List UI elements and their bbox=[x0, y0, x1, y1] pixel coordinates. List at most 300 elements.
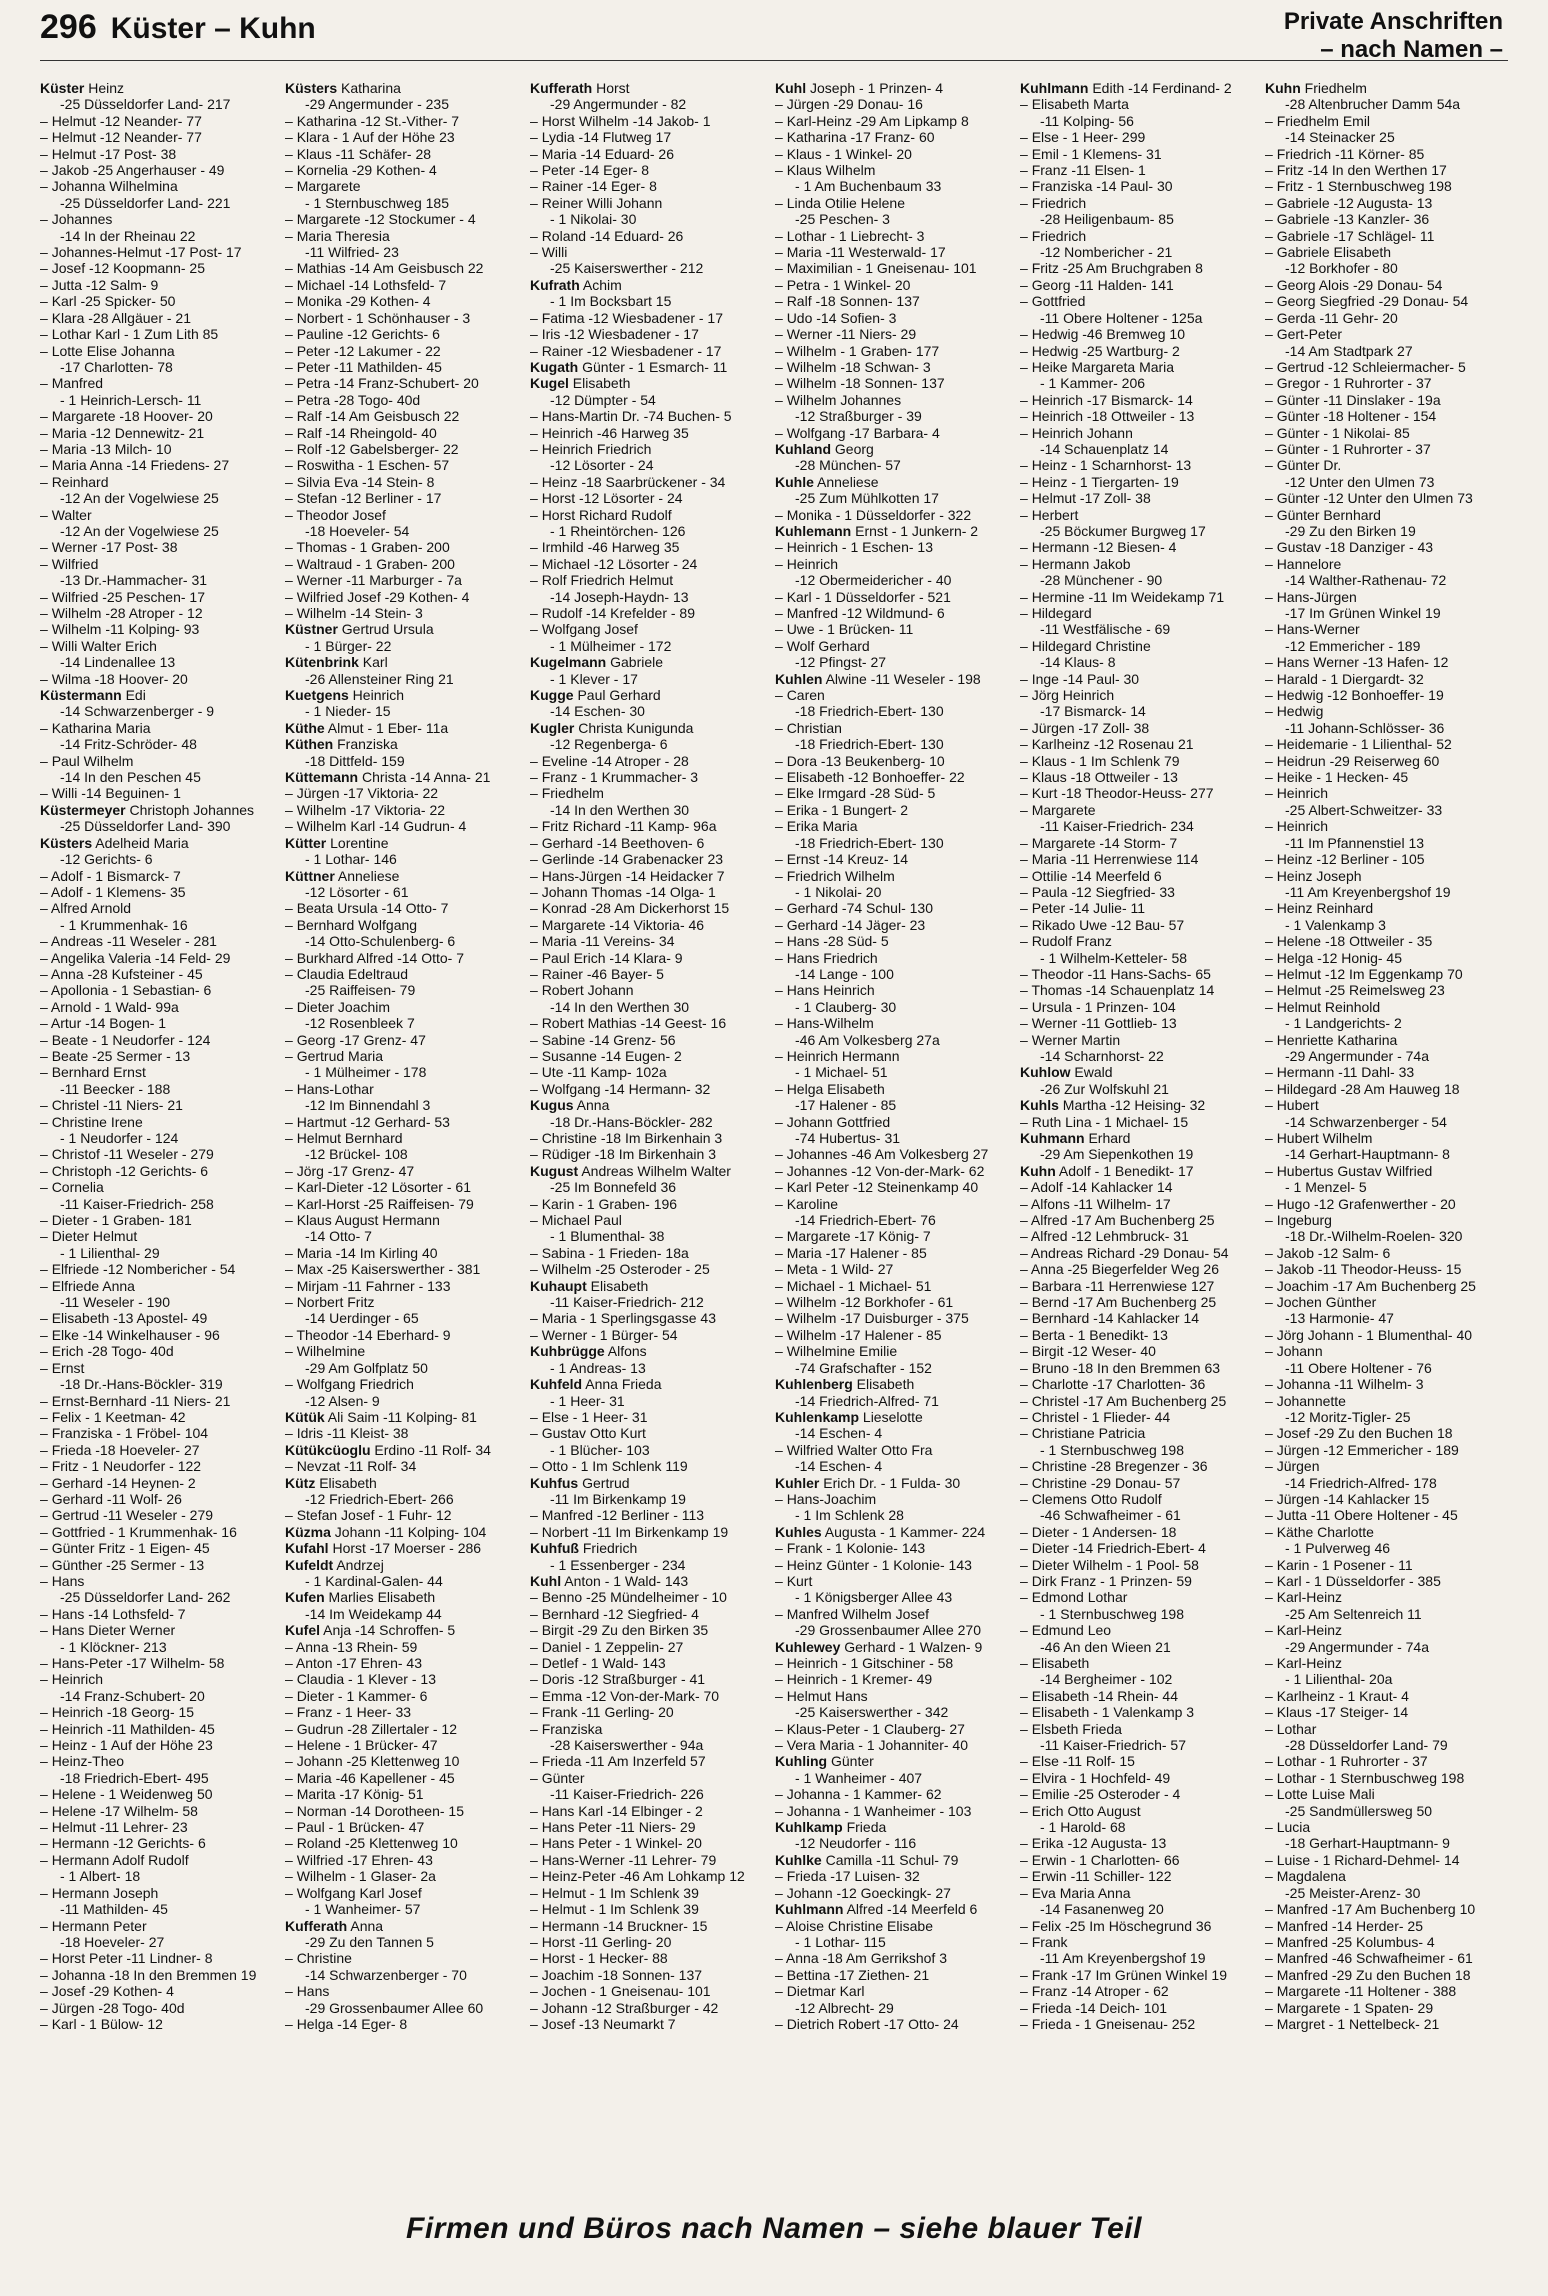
listing-entry-subname: – Ernst -14 Kreuz- 14 bbox=[775, 851, 1014, 867]
listing-entry-subname: – Ralf -18 Sonnen- 137 bbox=[775, 293, 1014, 309]
listing-entry-address: -14 Schwarzenberger - 70 bbox=[305, 1966, 467, 1983]
listing-entry-subname: – Kornelia -29 Kothen- 4 bbox=[285, 162, 524, 178]
listing-entry-subname: – Karlheinz - 1 Kraut- 4 bbox=[1265, 1688, 1504, 1704]
listing-entry-address: -12 Gerichts- 6 bbox=[60, 851, 153, 868]
listing-entry bbox=[285, 1622, 524, 1638]
listing-entry-subname: – Thomas -14 Schauenplatz 14 bbox=[1020, 982, 1259, 998]
listing-surname: Küstermann bbox=[40, 687, 122, 704]
listing-entry-subname: – Karl -25 Spicker- 50 bbox=[40, 293, 279, 309]
listing-entry-address: - 1 Wanheimer - 407 bbox=[795, 1769, 923, 1786]
listing-entry-address: - 1 Nikolai- 30 bbox=[550, 211, 637, 228]
listing-entry-subname: – Hermann -12 Biesen- 4 bbox=[1020, 539, 1259, 555]
listing-entry-subname: – Nevzat -11 Rolf- 34 bbox=[285, 1458, 524, 1474]
listing-entry-subname: – Christel - 1 Flieder- 44 bbox=[1020, 1409, 1259, 1425]
listing-entry-subname: – Benno -25 Mündelheimer - 10 bbox=[530, 1589, 769, 1605]
listing-entry-subname: – Fritz -14 In den Werthen 17 bbox=[1265, 162, 1504, 178]
listing-entry-detail: Franziska bbox=[333, 736, 398, 753]
listing-entry bbox=[775, 80, 1014, 96]
listing-entry-subname: – Jakob -11 Theodor-Heuss- 15 bbox=[1265, 1261, 1504, 1277]
listing-entry-subname: – Günter -11 Dinslaker - 19a bbox=[1265, 392, 1504, 408]
listing-surname: Kufferath bbox=[530, 80, 593, 96]
listing-entry-subname: – Franziska - 1 Fröbel- 104 bbox=[40, 1425, 279, 1441]
listing-entry bbox=[285, 1918, 524, 1934]
listing-entry-subname: – Dieter Helmut bbox=[40, 1228, 279, 1244]
listing-entry-address: - 1 Valenkamp 3 bbox=[1285, 916, 1386, 933]
listing-surname: Kuhle bbox=[775, 473, 814, 490]
listing-entry-subname: – Max -25 Kaiserswerther - 381 bbox=[285, 1261, 524, 1277]
listing-entry-subname: – Birgit -12 Weser- 40 bbox=[1020, 1343, 1259, 1359]
listing-entry-subname: – Horst Richard Rudolf bbox=[530, 507, 769, 523]
listing-entry-subname: – Karl-Heinz bbox=[1265, 1655, 1504, 1671]
listing-surname: Kugel bbox=[530, 375, 569, 392]
listing-entry-address: - 1 Michael- 51 bbox=[795, 1064, 888, 1081]
listing-entry-subname: – Margarete - 1 Spaten- 29 bbox=[1265, 2000, 1504, 2016]
listing-entry-subname: – Harald - 1 Diergardt- 32 bbox=[1265, 671, 1504, 687]
listing-entry-subname: – Heinrich -18 Ottweiler - 13 bbox=[1020, 408, 1259, 424]
listing-entry-subname: – Hans-Werner bbox=[1265, 621, 1504, 637]
listing-surname: Kuhlen bbox=[775, 670, 823, 687]
listing-entry-subname: – Gabriele -17 Schlägel- 11 bbox=[1265, 228, 1504, 244]
listing-entry bbox=[530, 1163, 769, 1179]
listing-entry-address: -12 Friedrich-Ebert- 266 bbox=[305, 1490, 454, 1507]
listing-entry-address: - 1 Lilienthal- 20a bbox=[1285, 1671, 1393, 1688]
listing-entry-detail: Horst bbox=[592, 80, 630, 96]
listing-entry-address: -14 Eschen- 30 bbox=[550, 703, 645, 720]
listing-entry-subname: – Georg Alois -29 Donau- 54 bbox=[1265, 277, 1504, 293]
listing-entry-subname: – Hedwig bbox=[1265, 703, 1504, 719]
listing-entry-subname: – Friedhelm bbox=[530, 785, 769, 801]
listing-entry-subname: – Hermann -12 Gerichts- 6 bbox=[40, 1835, 279, 1851]
listing-entry-address: -12 Albrecht- 29 bbox=[795, 1999, 894, 2016]
listing-entry-subname: – Emma -12 Von-der-Mark- 70 bbox=[530, 1688, 769, 1704]
listing-entry-subname: – Maria -13 Milch- 10 bbox=[40, 441, 279, 457]
listing-entry-subname: – Apollonia - 1 Sebastian- 6 bbox=[40, 982, 279, 998]
listing-entry-detail: Elisabeth bbox=[852, 1376, 915, 1393]
listing-entry bbox=[1020, 1097, 1259, 1113]
listing-entry-subname: – Horst - 1 Hecker- 88 bbox=[530, 1950, 769, 1966]
listing-entry bbox=[285, 835, 524, 851]
listing-entry bbox=[285, 1524, 524, 1540]
listing-entry-subname: – Werner -11 Marburger - 7a bbox=[285, 572, 524, 588]
listing-entry-subname: – Bernd -17 Am Buchenberg 25 bbox=[1020, 1294, 1259, 1310]
listing-entry-subname: – Jochen - 1 Gneisenau- 101 bbox=[530, 1983, 769, 1999]
listing-entry-subname: – Reiner Willi Johann bbox=[530, 195, 769, 211]
listing-entry-subname: – Manfred -29 Zu den Buchen 18 bbox=[1265, 1967, 1504, 1983]
listing-entry-subname: – Frieda - 1 Gneisenau- 252 bbox=[1020, 2016, 1259, 2032]
listing-entry-subname: – Frieda -18 Hoeveler- 27 bbox=[40, 1442, 279, 1458]
listing-entry-subname: – Willi Walter Erich bbox=[40, 638, 279, 654]
listing-entry-detail: Ali Saim -11 Kolping- 81 bbox=[324, 1408, 477, 1425]
listing-entry-subname: – Manfred Wilhelm Josef bbox=[775, 1606, 1014, 1622]
listing-entry-detail: Edith -14 Ferdinand- 2 bbox=[1088, 80, 1232, 96]
listing-entry bbox=[775, 1852, 1014, 1868]
listing-entry-address: - 1 Heinrich-Lersch- 11 bbox=[60, 391, 202, 408]
listing-entry-subname: – Hans -28 Süd- 5 bbox=[775, 933, 1014, 949]
listing-surname: Kuhler bbox=[775, 1474, 820, 1491]
listing-entry-subname: – Georg Siegfried -29 Donau- 54 bbox=[1265, 293, 1504, 309]
listing-entry-subname: – Waltraud - 1 Graben- 200 bbox=[285, 556, 524, 572]
listing-entry-subname: – Alfred -17 Am Buchenberg 25 bbox=[1020, 1212, 1259, 1228]
listing-entry-subname: – Wilhelmine bbox=[285, 1343, 524, 1359]
listing-entry-detail: Horst -17 Moerser - 286 bbox=[328, 1540, 482, 1557]
listing-entry-subname: – Wilfried bbox=[40, 556, 279, 572]
listing-entry-subname: – Gustav -18 Danziger - 43 bbox=[1265, 539, 1504, 555]
listing-surname: Kuhland bbox=[775, 440, 831, 457]
listing-entry-subname: – Hans Werner -13 Hafen- 12 bbox=[1265, 654, 1504, 670]
listing-entry-subname: – Edmund Leo bbox=[1020, 1622, 1259, 1638]
listing-entry-address: -14 Fritz-Schröder- 48 bbox=[60, 736, 197, 753]
listing-entry-subname: – Helmut - 1 Im Schlenk 39 bbox=[530, 1885, 769, 1901]
listing-entry-subname: – Manfred -12 Berliner - 113 bbox=[530, 1507, 769, 1523]
listing-entry-subname: – Hans Peter -11 Niers- 29 bbox=[530, 1819, 769, 1835]
listing-surname: Küstner bbox=[285, 621, 338, 638]
listing-entry-detail: Camilla -11 Schul- 79 bbox=[821, 1851, 959, 1868]
listing-entry-address: -14 Lindenallee 13 bbox=[60, 654, 176, 671]
listing-entry-subname: – Wilhelm -28 Atroper - 12 bbox=[40, 605, 279, 621]
listing-entry-address: -12 Straßburger - 39 bbox=[795, 408, 922, 425]
listing-entry-address: -11 Kaiser-Friedrich- 212 bbox=[550, 1294, 704, 1311]
listing-entry bbox=[285, 654, 524, 670]
listing-entry-subname: – Hans Peter - 1 Winkel- 20 bbox=[530, 1835, 769, 1851]
listing-entry-subname: – Karin - 1 Posener - 11 bbox=[1265, 1557, 1504, 1573]
listing-entry-subname: – Stefan Josef - 1 Fuhr- 12 bbox=[285, 1507, 524, 1523]
listing-entry-subname: – Georg -17 Grenz- 47 bbox=[285, 1032, 524, 1048]
listing-entry-subname: – Andreas -11 Weseler - 281 bbox=[40, 933, 279, 949]
listing-entry-address: -11 Kaiser-Friedrich- 57 bbox=[1040, 1737, 1187, 1754]
listing-entry-subname: – Michael Paul bbox=[530, 1212, 769, 1228]
listing-entry-subname: – Frieda -11 Am Inzerfeld 57 bbox=[530, 1753, 769, 1769]
listing-entry-address: -11 Mathilden- 45 bbox=[60, 1901, 168, 1918]
listing-entry-subname: – Helga -12 Honig- 45 bbox=[1265, 950, 1504, 966]
listing-entry-address: - 1 Nieder- 15 bbox=[305, 703, 391, 720]
listing-entry-subname: – Dieter -14 Friedrich-Ebert- 4 bbox=[1020, 1540, 1259, 1556]
listing-entry-subname: – Elfriede Anna bbox=[40, 1278, 279, 1294]
listing-entry-subname: – Stefan -12 Berliner - 17 bbox=[285, 490, 524, 506]
page-header-left bbox=[40, 8, 316, 47]
listing-entry-subname: – Andreas Richard -29 Donau- 54 bbox=[1020, 1245, 1259, 1261]
listing-entry-subname: – Wilhelm -11 Kolping- 93 bbox=[40, 621, 279, 637]
listing-entry-subname: – Helmut -25 Reimelsweg 23 bbox=[1265, 982, 1504, 998]
listing-entry-subname: – Adolf -14 Kahlacker 14 bbox=[1020, 1179, 1259, 1195]
listing-entry-subname: – Lucia bbox=[1265, 1819, 1504, 1835]
listing-entry-address: -17 Halener - 85 bbox=[795, 1097, 897, 1114]
listing-entry-subname: – Wilhelm - 1 Glaser- 2a bbox=[285, 1868, 524, 1884]
listing-entry-subname: – Wilma -18 Hoover- 20 bbox=[40, 671, 279, 687]
listing-entry-subname: – Heinrich -11 Mathilden- 45 bbox=[40, 1721, 279, 1737]
listing-surname: Kuhlenkamp bbox=[775, 1408, 860, 1425]
listing-entry-subname: – Lothar - 1 Ruhrorter - 37 bbox=[1265, 1753, 1504, 1769]
listing-entry-subname: – Monika -29 Kothen- 4 bbox=[285, 293, 524, 309]
listing-entry-subname: – Wilfried -17 Ehren- 43 bbox=[285, 1852, 524, 1868]
listing-entry bbox=[775, 1409, 1014, 1425]
listing-entry-subname: – Anna -18 Am Gerrikshof 3 bbox=[775, 1950, 1014, 1966]
listing-entry-detail: Gertrud Ursula bbox=[337, 621, 434, 638]
listing-entry-address: -14 Steinacker 25 bbox=[1285, 129, 1395, 146]
listing-entry-address: -13 Harmonie- 47 bbox=[1285, 1310, 1394, 1327]
listing-entry-detail: Andrzej bbox=[333, 1556, 384, 1573]
listing-entry-subname: – Hermann -11 Dahl- 33 bbox=[1265, 1064, 1504, 1080]
listing-surname: Kuhlke bbox=[775, 1851, 822, 1868]
listing-entry-subname: – Günther -25 Sermer - 13 bbox=[40, 1557, 279, 1573]
listing-entry-detail: Katharina bbox=[337, 80, 401, 96]
listing-surname: Kugath bbox=[530, 358, 579, 375]
listing-entry-subname: – Willi -14 Beguinen- 1 bbox=[40, 785, 279, 801]
listing-surname: Kuhaupt bbox=[530, 1277, 587, 1294]
listing-surname: Kuhls bbox=[1020, 1097, 1059, 1114]
listing-entry-address: - 1 Kammer- 206 bbox=[1040, 375, 1146, 392]
listing-entry-subname: – Josef -29 Zu den Buchen 18 bbox=[1265, 1425, 1504, 1441]
listing-entry bbox=[530, 720, 769, 736]
listing-entry-subname: – Heinrich Friedrich bbox=[530, 441, 769, 457]
listing-entry-address: -14 Friedrich-Alfred- 71 bbox=[795, 1392, 939, 1409]
listing-entry-subname: – Bernhard -14 Kahlacker 14 bbox=[1020, 1310, 1259, 1326]
listing-entry-subname: – Käthe Charlotte bbox=[1265, 1524, 1504, 1540]
listing-entry bbox=[530, 1278, 769, 1294]
listing-entry-subname: – Linda Otilie Helene bbox=[775, 195, 1014, 211]
listing-entry-address: -46 Am Volkesberg 27a bbox=[795, 1031, 940, 1048]
listing-entry-subname: – Bernhard Wolfgang bbox=[285, 917, 524, 933]
listing-entry-address: -28 Kaiserswerther - 94a bbox=[550, 1737, 704, 1754]
listing-entry-address: -28 Düsseldorfer Land- 79 bbox=[1285, 1737, 1448, 1754]
listing-entry-address: - 1 Albert- 18 bbox=[60, 1868, 141, 1885]
listing-entry bbox=[285, 1442, 524, 1458]
listing-entry-subname: – Fritz - 1 Neudorfer - 122 bbox=[40, 1458, 279, 1474]
listing-surname: Küthe bbox=[285, 719, 325, 736]
listing-entry-subname: – Heinz Reinhard bbox=[1265, 900, 1504, 916]
listing-entry bbox=[1265, 80, 1504, 96]
listing-entry bbox=[285, 1557, 524, 1573]
listing-surname: Kuhl bbox=[530, 1572, 562, 1589]
listing-entry-subname: – Margarete -17 König- 7 bbox=[775, 1228, 1014, 1244]
listing-entry bbox=[285, 736, 524, 752]
listing-entry-subname: – Karlheinz -12 Rosenau 21 bbox=[1020, 736, 1259, 752]
listing-entry-subname: – Frank - 1 Kolonie- 143 bbox=[775, 1540, 1014, 1556]
listing-entry-address: - 1 Menzel- 5 bbox=[1285, 1179, 1367, 1196]
listing-entry-address: -11 Obere Holtener - 76 bbox=[1285, 1359, 1432, 1376]
listing-entry-address: -14 Scharnhorst- 22 bbox=[1040, 1047, 1164, 1064]
listing-column bbox=[285, 80, 530, 2200]
listing-entry-subname: – Günter Dr. bbox=[1265, 457, 1504, 473]
listing-entry-subname: – Gerlinde -14 Grabenacker 23 bbox=[530, 851, 769, 867]
listing-entry-subname: – Wilfried Walter Otto Fra bbox=[775, 1442, 1014, 1458]
listing-entry bbox=[285, 868, 524, 884]
listing-entry-subname: – Ottilie -14 Meerfeld 6 bbox=[1020, 868, 1259, 884]
listing-entry-address: -17 Bismarck- 14 bbox=[1040, 703, 1146, 720]
listing-entry-subname: – Christoph -12 Gerichts- 6 bbox=[40, 1163, 279, 1179]
listing-entry-subname: – Heinz Joseph bbox=[1265, 868, 1504, 884]
listing-entry-subname: – Hugo -12 Grafenwerther - 20 bbox=[1265, 1196, 1504, 1212]
listing-entry-detail: Johann -11 Kolping- 104 bbox=[330, 1523, 487, 1540]
listing-entry-subname: – Beate -25 Sermer - 13 bbox=[40, 1048, 279, 1064]
listing-entry-subname: – Heinrich - 1 Gitschiner - 58 bbox=[775, 1655, 1014, 1671]
listing-entry-subname: – Hildegard -28 Am Hauweg 18 bbox=[1265, 1081, 1504, 1097]
listing-entry-subname: – Margarete bbox=[1020, 802, 1259, 818]
listing-entry-subname: – Werner Martin bbox=[1020, 1032, 1259, 1048]
listing-entry-subname: – Helmut -12 Neander- 77 bbox=[40, 113, 279, 129]
listing-entry-subname: – Elke -14 Winkelhauser - 96 bbox=[40, 1327, 279, 1343]
listing-entry-subname: – Rolf Friedrich Helmut bbox=[530, 572, 769, 588]
listing-entry-detail: Edi bbox=[121, 687, 146, 704]
listing-entry-subname: – Gertrud -12 Schleiermacher- 5 bbox=[1265, 359, 1504, 375]
listing-entry-subname: – Günter - 1 Ruhrorter - 37 bbox=[1265, 441, 1504, 457]
listing-entry-subname: – Jürgen -14 Kahlacker 15 bbox=[1265, 1491, 1504, 1507]
listing-entry-subname: – Christof -11 Weseler - 279 bbox=[40, 1146, 279, 1162]
listing-entry-subname: – Hermine -11 Im Weidekamp 71 bbox=[1020, 589, 1259, 605]
listing-entry-address: -14 In den Werthen 30 bbox=[550, 801, 690, 818]
listing-entry-subname: – Karl-Heinz bbox=[1265, 1589, 1504, 1605]
listing-entry bbox=[530, 1097, 769, 1113]
listing-entry-subname: – Christiane Patricia bbox=[1020, 1425, 1259, 1441]
listing-entry-subname: – Doris -12 Straßburger - 41 bbox=[530, 1671, 769, 1687]
listing-entry-subname: – Werner -11 Gottlieb- 13 bbox=[1020, 1015, 1259, 1031]
listing-entry-subname: – Josef -29 Kothen- 4 bbox=[40, 1983, 279, 1999]
listing-surname: Kuhlow bbox=[1020, 1064, 1071, 1081]
listing-entry-subname: – Arnold - 1 Wald- 99a bbox=[40, 999, 279, 1015]
listing-entry-address: -25 Am Seltenreich 11 bbox=[1285, 1605, 1422, 1622]
listing-entry-subname: – Elfriede -12 Nombericher - 54 bbox=[40, 1261, 279, 1277]
listing-entry-address: -11 Westfälische - 69 bbox=[1040, 621, 1171, 638]
listing-entry-detail: Alfons bbox=[604, 1343, 647, 1360]
listing-entry-subname: – Felix -25 Im Höschegrund 36 bbox=[1020, 1918, 1259, 1934]
page-number: 296 bbox=[40, 8, 97, 46]
listing-entry-subname: – Wilhelm -17 Viktoria- 22 bbox=[285, 802, 524, 818]
listing-entry bbox=[775, 441, 1014, 457]
listing-entry-subname: – Helene -17 Wilhelm- 58 bbox=[40, 1803, 279, 1819]
listing-entry-subname: – Maria -12 Dennewitz- 21 bbox=[40, 425, 279, 441]
listing-entry-detail: Anneliese bbox=[334, 867, 400, 884]
listing-column bbox=[1020, 80, 1265, 2200]
listing-entry-subname: – Karl - 1 Düsseldorfer - 521 bbox=[775, 589, 1014, 605]
listing-entry-subname: – Gabriele -12 Augusta- 13 bbox=[1265, 195, 1504, 211]
listing-entry-subname: – Heinrich -18 Georg- 15 bbox=[40, 1704, 279, 1720]
listing-entry-subname: – Karl-Dieter -12 Lösorter - 61 bbox=[285, 1179, 524, 1195]
listing-entry-address: - 1 Im Schlenk 28 bbox=[795, 1507, 904, 1524]
listing-entry-address: -14 Otto-Schulenberg- 6 bbox=[305, 933, 456, 950]
listing-entry-subname: – Heinrich bbox=[40, 1671, 279, 1687]
listing-entry bbox=[285, 1409, 524, 1425]
listing-entry-subname: – Edmond Lothar bbox=[1020, 1589, 1259, 1605]
listing-entry bbox=[775, 1376, 1014, 1392]
listing-entry-subname: – Wilhelm -14 Stein- 3 bbox=[285, 605, 524, 621]
listing-surname: Kuhlewey bbox=[775, 1638, 841, 1655]
listing-entry-subname: – Maria Theresia bbox=[285, 228, 524, 244]
listing-entry-subname: – Hans-Joachim bbox=[775, 1491, 1014, 1507]
listing-entry-subname: – Franz - 1 Heer- 33 bbox=[285, 1704, 524, 1720]
listing-entry-address: -14 Schauenplatz 14 bbox=[1040, 440, 1169, 457]
listing-entry-detail: Gabriele bbox=[606, 654, 664, 671]
listing-entry-address: -12 An der Vogelwiese 25 bbox=[60, 490, 219, 507]
listing-entry-subname: – Hans-Wilhelm bbox=[775, 1015, 1014, 1031]
listing-entry-subname: – Daniel - 1 Zeppelin- 27 bbox=[530, 1639, 769, 1655]
listing-entry-subname: – Maximilian - 1 Gneisenau- 101 bbox=[775, 260, 1014, 276]
listing-entry-subname: – Else - 1 Heer- 31 bbox=[530, 1409, 769, 1425]
listing-entry-subname: – Ralf -14 Am Geisbusch 22 bbox=[285, 408, 524, 424]
listing-entry-detail: Alwine -11 Weseler - 198 bbox=[822, 670, 981, 687]
listing-entry-address: -25 Zum Mühlkotten 17 bbox=[795, 490, 939, 507]
listing-entry-detail: Günter bbox=[827, 1753, 874, 1770]
listing-entry-subname: – Norman -14 Dorotheen- 15 bbox=[285, 1803, 524, 1819]
listing-entry-detail: Gerhard - 1 Walzen- 9 bbox=[840, 1638, 983, 1655]
listing-entry-address: -14 Franz-Schubert- 20 bbox=[60, 1687, 205, 1704]
listing-entry-subname: – Barbara -11 Herrenwiese 127 bbox=[1020, 1278, 1259, 1294]
listing-entry-subname: – Hubertus Gustav Wilfried bbox=[1265, 1163, 1504, 1179]
listing-entry-subname: – Maria -14 Im Kirling 40 bbox=[285, 1245, 524, 1261]
listing-entry-detail: Elisabeth bbox=[568, 375, 631, 392]
listing-entry-subname: – Wilhelm -17 Halener - 85 bbox=[775, 1327, 1014, 1343]
listing-entry-subname: – Heinz -18 Saarbrückener - 34 bbox=[530, 474, 769, 490]
listing-entry-subname: – Gerhard -74 Schul- 130 bbox=[775, 900, 1014, 916]
listing-entry-address: -14 Im Weidekamp 44 bbox=[305, 1605, 442, 1622]
listing-entry-subname: – Artur -14 Bogen- 1 bbox=[40, 1015, 279, 1031]
listing-entry-address: -28 Altenbrucher Damm 54a bbox=[1285, 96, 1461, 113]
listing-entry bbox=[775, 1475, 1014, 1491]
listing-entry-subname: – Elisabeth Marta bbox=[1020, 96, 1259, 112]
listing-surname: Kuhlmann bbox=[775, 1901, 844, 1918]
listing-entry-subname: – Erich Otto August bbox=[1020, 1803, 1259, 1819]
listing-entry-address: -11 Kaiser-Friedrich- 258 bbox=[60, 1195, 214, 1212]
listing-entry-subname: – Anton -17 Ehren- 43 bbox=[285, 1655, 524, 1671]
listing-entry-subname: – Hans bbox=[285, 1983, 524, 1999]
listing-entry-subname: – Helmut Reinhold bbox=[1265, 999, 1504, 1015]
listing-entry-subname: – Helmut -11 Lehrer- 23 bbox=[40, 1819, 279, 1835]
listing-entry-detail: Christa -14 Anna- 21 bbox=[358, 769, 491, 786]
listing-surname: Kufel bbox=[285, 1622, 320, 1639]
listing-entry-subname: – Jürgen bbox=[1265, 1458, 1504, 1474]
listing-entry-subname: – Heinz - 1 Scharnhorst- 13 bbox=[1020, 457, 1259, 473]
listing-entry-address: -29 Am Siepenkothen 19 bbox=[1040, 1146, 1194, 1163]
listing-entry-subname: – Hans-Peter -17 Wilhelm- 58 bbox=[40, 1655, 279, 1671]
listing-entry-subname: – Christine -29 Donau- 57 bbox=[1020, 1475, 1259, 1491]
listing-entry-subname: – Karoline bbox=[775, 1196, 1014, 1212]
listing-entry bbox=[775, 671, 1014, 687]
listing-entry-address: -14 Schwarzenberger - 54 bbox=[1285, 1113, 1447, 1130]
listing-entry-subname: – Ute -11 Kamp- 102a bbox=[530, 1064, 769, 1080]
listing-entry-detail: Andreas Wilhelm Walter bbox=[578, 1162, 731, 1179]
listing-entry-subname: – Wilfried -25 Peschen- 17 bbox=[40, 589, 279, 605]
listing-entry-subname: – Erich -28 Togo- 40d bbox=[40, 1343, 279, 1359]
listing-entry-subname: – Magdalena bbox=[1265, 1868, 1504, 1884]
listing-entry-subname: – Vera Maria - 1 Johanniter- 40 bbox=[775, 1737, 1014, 1753]
listing-entry-subname: – Bernhard Ernst bbox=[40, 1064, 279, 1080]
listing-entry-subname: – Paul Erich -14 Klara- 9 bbox=[530, 950, 769, 966]
listing-entry-address: -18 Friedrich-Ebert- 495 bbox=[60, 1769, 209, 1786]
listing-entry-address: -25 Kaiserswerther - 212 bbox=[550, 260, 704, 277]
listing-entry-subname: – Robert Johann bbox=[530, 982, 769, 998]
listing-entry-address: -25 Sandmüllersweg 50 bbox=[1285, 1802, 1433, 1819]
listing-entry-subname: – Sabine -14 Grenz- 56 bbox=[530, 1032, 769, 1048]
listing-entry-address: -14 Schwarzenberger - 9 bbox=[60, 703, 215, 720]
listing-surname: Kuhles bbox=[775, 1523, 822, 1540]
listing-surname: Kuetgens bbox=[285, 687, 349, 704]
listing-entry-subname: – Berta - 1 Benedikt- 13 bbox=[1020, 1327, 1259, 1343]
listing-entry-subname: – Wolfgang Josef bbox=[530, 621, 769, 637]
listing-entry-subname: – Anna -28 Kufsteiner - 45 bbox=[40, 966, 279, 982]
listing-entry-address: - 1 Sternbuschweg 185 bbox=[305, 194, 449, 211]
listing-entry-detail: Anja -14 Schroffen- 5 bbox=[320, 1622, 456, 1639]
listing-entry-subname: – Reinhard bbox=[40, 474, 279, 490]
listing-entry-subname: – Hermann -14 Bruckner- 15 bbox=[530, 1918, 769, 1934]
header-divider bbox=[40, 60, 1508, 61]
listing-entry-subname: – Thomas - 1 Graben- 200 bbox=[285, 539, 524, 555]
listing-column bbox=[40, 80, 285, 2200]
listing-entry-detail: Friedhelm bbox=[1300, 80, 1367, 96]
listing-entry-subname: – Michael -14 Lothsfeld- 7 bbox=[285, 277, 524, 293]
listing-entry-address: -25 Böckumer Burgweg 17 bbox=[1040, 522, 1206, 539]
listing-entry-address: -11 Beecker - 188 bbox=[60, 1080, 171, 1097]
listing-entry bbox=[775, 1901, 1014, 1917]
listing-entry-subname: – Gerda -11 Gehr- 20 bbox=[1265, 310, 1504, 326]
listing-entry-address: -29 Am Golfplatz 50 bbox=[305, 1359, 428, 1376]
